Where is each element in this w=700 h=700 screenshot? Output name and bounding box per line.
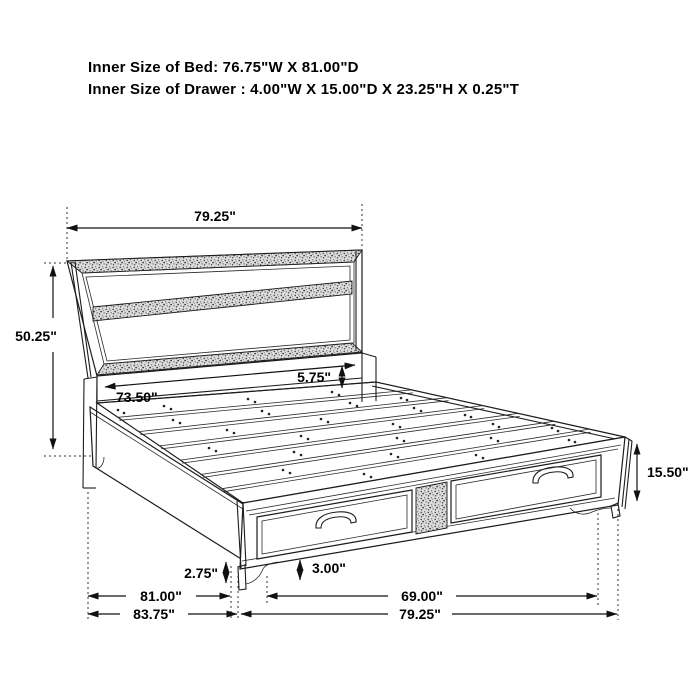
dim-footboard-height xyxy=(637,444,689,501)
dim-headboard-height-label: 50.25" xyxy=(15,328,57,344)
dim-rail-height-label: 5.75" xyxy=(297,369,331,385)
dim-side-base-height-label: 2.75" xyxy=(184,565,218,581)
dim-inner-rail-width-label: 73.50" xyxy=(116,389,158,405)
inner-bed-size-note: Inner Size of Bed: 76.75"W X 81.00"D xyxy=(88,59,359,76)
dim-drawer-span xyxy=(267,588,597,604)
dim-foot-base-height xyxy=(300,560,346,580)
dim-headboard-width-label: 79.25" xyxy=(194,208,236,224)
dim-bed-depth-inner xyxy=(88,588,230,604)
dim-bed-depth-outer-label: 83.75" xyxy=(133,606,175,622)
dim-footboard-height-label: 15.50" xyxy=(647,464,689,480)
glitter-accent-panel xyxy=(416,482,447,534)
dim-footboard-width xyxy=(241,606,617,622)
inner-drawer-size-note: Inner Size of Drawer : 4.00"W X 15.00"D X 23.25"H X 0.25"T xyxy=(88,81,520,98)
dim-side-base-height xyxy=(184,562,226,583)
header-notes xyxy=(88,59,519,98)
dim-drawer-span-label: 69.00" xyxy=(401,588,443,604)
dim-bed-depth-inner-label: 81.00" xyxy=(140,588,182,604)
dim-headboard-width xyxy=(67,204,362,259)
dim-footboard-width-label: 79.25" xyxy=(399,606,441,622)
dim-bed-depth-outer xyxy=(88,606,237,622)
dim-foot-base-height-label: 3.00" xyxy=(312,560,346,576)
